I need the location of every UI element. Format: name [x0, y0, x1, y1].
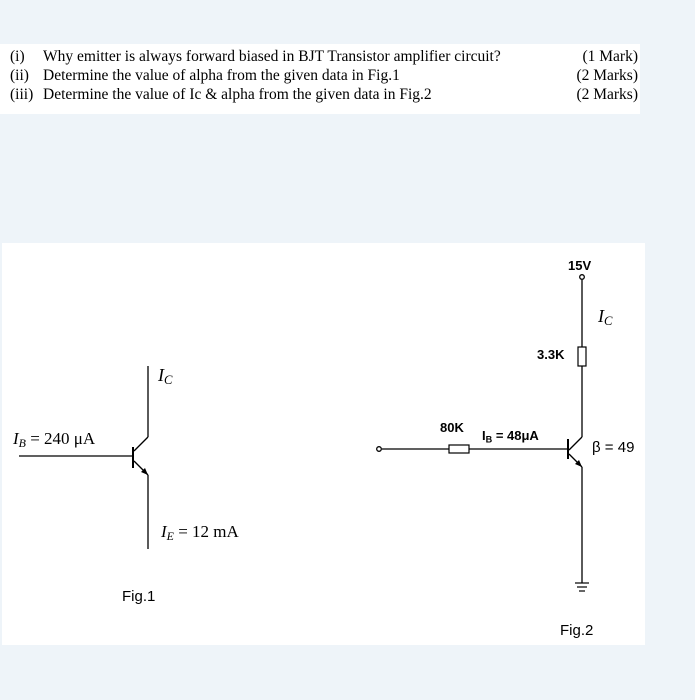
question-number: (i): [10, 48, 25, 65]
circuit-figure-panel: [2, 243, 645, 645]
question-text: Determine the value of alpha from the given data in Fig.1: [43, 67, 400, 84]
question-item: [10, 86, 638, 103]
fig2-ic-label: $I_C$: [598, 306, 613, 329]
fig1-ie-label: $I_E = 12$ mA: [161, 522, 239, 543]
question-number: (ii): [10, 67, 29, 84]
fig2-ib-label: $I_B = 48\mu A$: [482, 428, 539, 445]
question-number: (iii): [10, 86, 34, 103]
fig2-input-terminal: [377, 447, 382, 452]
fig2-rc-label: 3.3K: [537, 347, 565, 362]
fig1-caption: Fig.1: [122, 588, 156, 605]
fig2-supply-terminal: [580, 275, 585, 280]
question-marks: (2 Marks): [576, 67, 638, 84]
fig2-supply-label: 15V: [568, 258, 592, 273]
circuit-drawing: [2, 243, 645, 645]
fig1-collector-lead: [134, 437, 148, 451]
fig2-rc-resistor: [578, 347, 586, 366]
question-item: [10, 48, 638, 65]
question-list: [0, 44, 640, 114]
fig2-collector-lead: [569, 437, 582, 450]
fig2-caption: Fig.2: [560, 622, 594, 639]
fig2-rb-label: 80K: [440, 420, 464, 435]
question-marks: (2 Marks): [576, 86, 638, 103]
fig2-beta-label: β = 49: [592, 439, 635, 456]
question-text: Why emitter is always forward biased in BJT Transistor amplifier circuit?: [43, 48, 501, 65]
question-item: [10, 67, 638, 84]
question-marks: (1 Mark): [582, 48, 638, 65]
fig2-rb-resistor: [449, 445, 469, 453]
fig1-ic-label: $I_C$: [158, 365, 173, 388]
question-text: Determine the value of Ic & alpha from the given data in Fig.2: [43, 86, 432, 103]
fig1-ib-label: $I_B = 240$ μA: [13, 429, 96, 450]
